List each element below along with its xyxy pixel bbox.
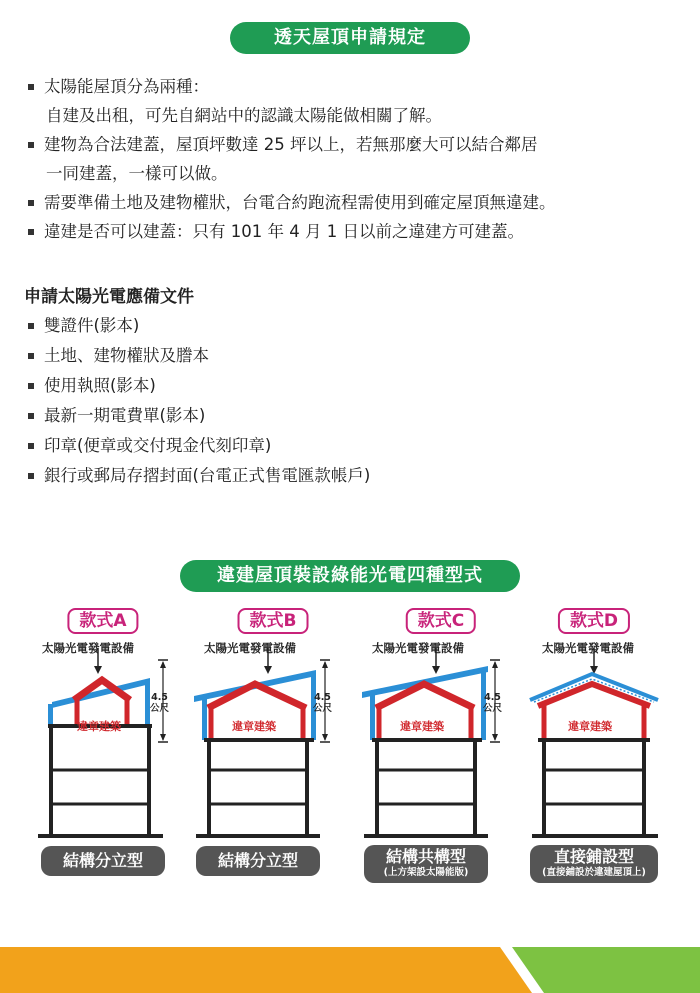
type-a-label: 款式A: [67, 608, 138, 634]
rule-line: 需要準備土地及建物權狀，台電合約跑流程需使用到確定屋頂無違建。: [44, 193, 556, 212]
rooftop-rules-list: [26, 72, 686, 246]
section-title-rooftop-rules: 透天屋頂申請規定: [230, 22, 470, 54]
type-d-illegal-building-label: 違章建築: [568, 720, 612, 733]
type-d-label: 款式D: [558, 608, 630, 634]
type-c-equipment-label: 太陽光電發電設備: [372, 641, 464, 655]
type-a-column: [18, 600, 188, 890]
rule-line-continued: 自建及出租，可先自網站中的認識太陽能做相關了解。: [46, 106, 442, 125]
type-d-equipment-label: 太陽光電發電設備: [542, 641, 634, 655]
footer-green-stripe: [0, 947, 700, 993]
type-b-height-unit: 公尺: [313, 703, 333, 714]
document-item: 使用執照(影本): [26, 371, 370, 401]
rule-line: 違建是否可以建蓋：只有 101 年 4 月 1 日以前之違建方可建蓋。: [44, 222, 524, 241]
section-title-installation-types: 違建屋頂裝設綠能光電四種型式: [180, 560, 520, 592]
type-a-height-unit: 公尺: [150, 703, 170, 714]
type-d-structure-note: (直接鋪設於違建屋頂上): [542, 867, 646, 878]
type-c-height-unit: 公尺: [483, 703, 503, 714]
type-c-illegal-building-label: 違章建築: [400, 720, 444, 733]
type-a-structure-badge: 結構分立型: [41, 846, 165, 876]
type-a-height-value: 4.5: [151, 692, 168, 703]
type-d-structure-name: 直接鋪設型: [553, 847, 634, 866]
type-a-height-label: [150, 692, 169, 714]
type-c-height-value: 4.5: [484, 692, 501, 703]
type-a-illegal-building-label: 違章建築: [77, 720, 121, 733]
rule-line-continued: 一同建蓋，一樣可以做。: [46, 164, 228, 183]
document-item: 土地、建物權狀及謄本: [26, 341, 370, 371]
rule-item: [26, 217, 686, 246]
type-c-column: [356, 600, 526, 890]
installation-types-diagram: [0, 600, 700, 890]
document-item: 銀行或郵局存摺封面(台電正式售電匯款帳戶): [26, 461, 370, 491]
type-a-equipment-label: 太陽光電發電設備: [42, 641, 134, 655]
type-b-label: 款式B: [238, 608, 309, 634]
type-d-column: [526, 600, 696, 890]
document-item: 印章(便章或交付現金代刻印章): [26, 431, 370, 461]
type-c-structure-badge: [364, 845, 488, 883]
type-b-height-label: [313, 692, 332, 714]
required-documents-heading: 申請太陽光電應備文件: [24, 287, 194, 307]
type-b-column: [188, 600, 358, 890]
rule-line: 建物為合法建蓋，屋頂坪數達 25 坪以上，若無那麼大可以結合鄰居: [44, 135, 538, 154]
type-b-equipment-label: 太陽光電發電設備: [204, 641, 296, 655]
type-b-height-value: 4.5: [314, 692, 331, 703]
document-item: 最新一期電費單(影本): [26, 401, 370, 431]
type-c-height-label: [483, 692, 502, 714]
rule-item: [26, 130, 686, 188]
rule-line: 太陽能屋頂分為兩種：: [44, 77, 209, 96]
type-c-structure-note: (上方架設太陽能版): [383, 867, 469, 878]
type-c-label: 款式C: [406, 608, 476, 634]
required-documents-list: [26, 311, 370, 491]
type-c-structure-name: 結構共構型: [385, 847, 466, 866]
type-b-illegal-building-label: 違章建築: [232, 720, 276, 733]
type-b-structure-badge: 結構分立型: [196, 846, 320, 876]
type-d-structure-badge: [530, 845, 658, 883]
rule-item: [26, 72, 686, 130]
rule-item: [26, 188, 686, 217]
document-item: 雙證件(影本): [26, 311, 370, 341]
